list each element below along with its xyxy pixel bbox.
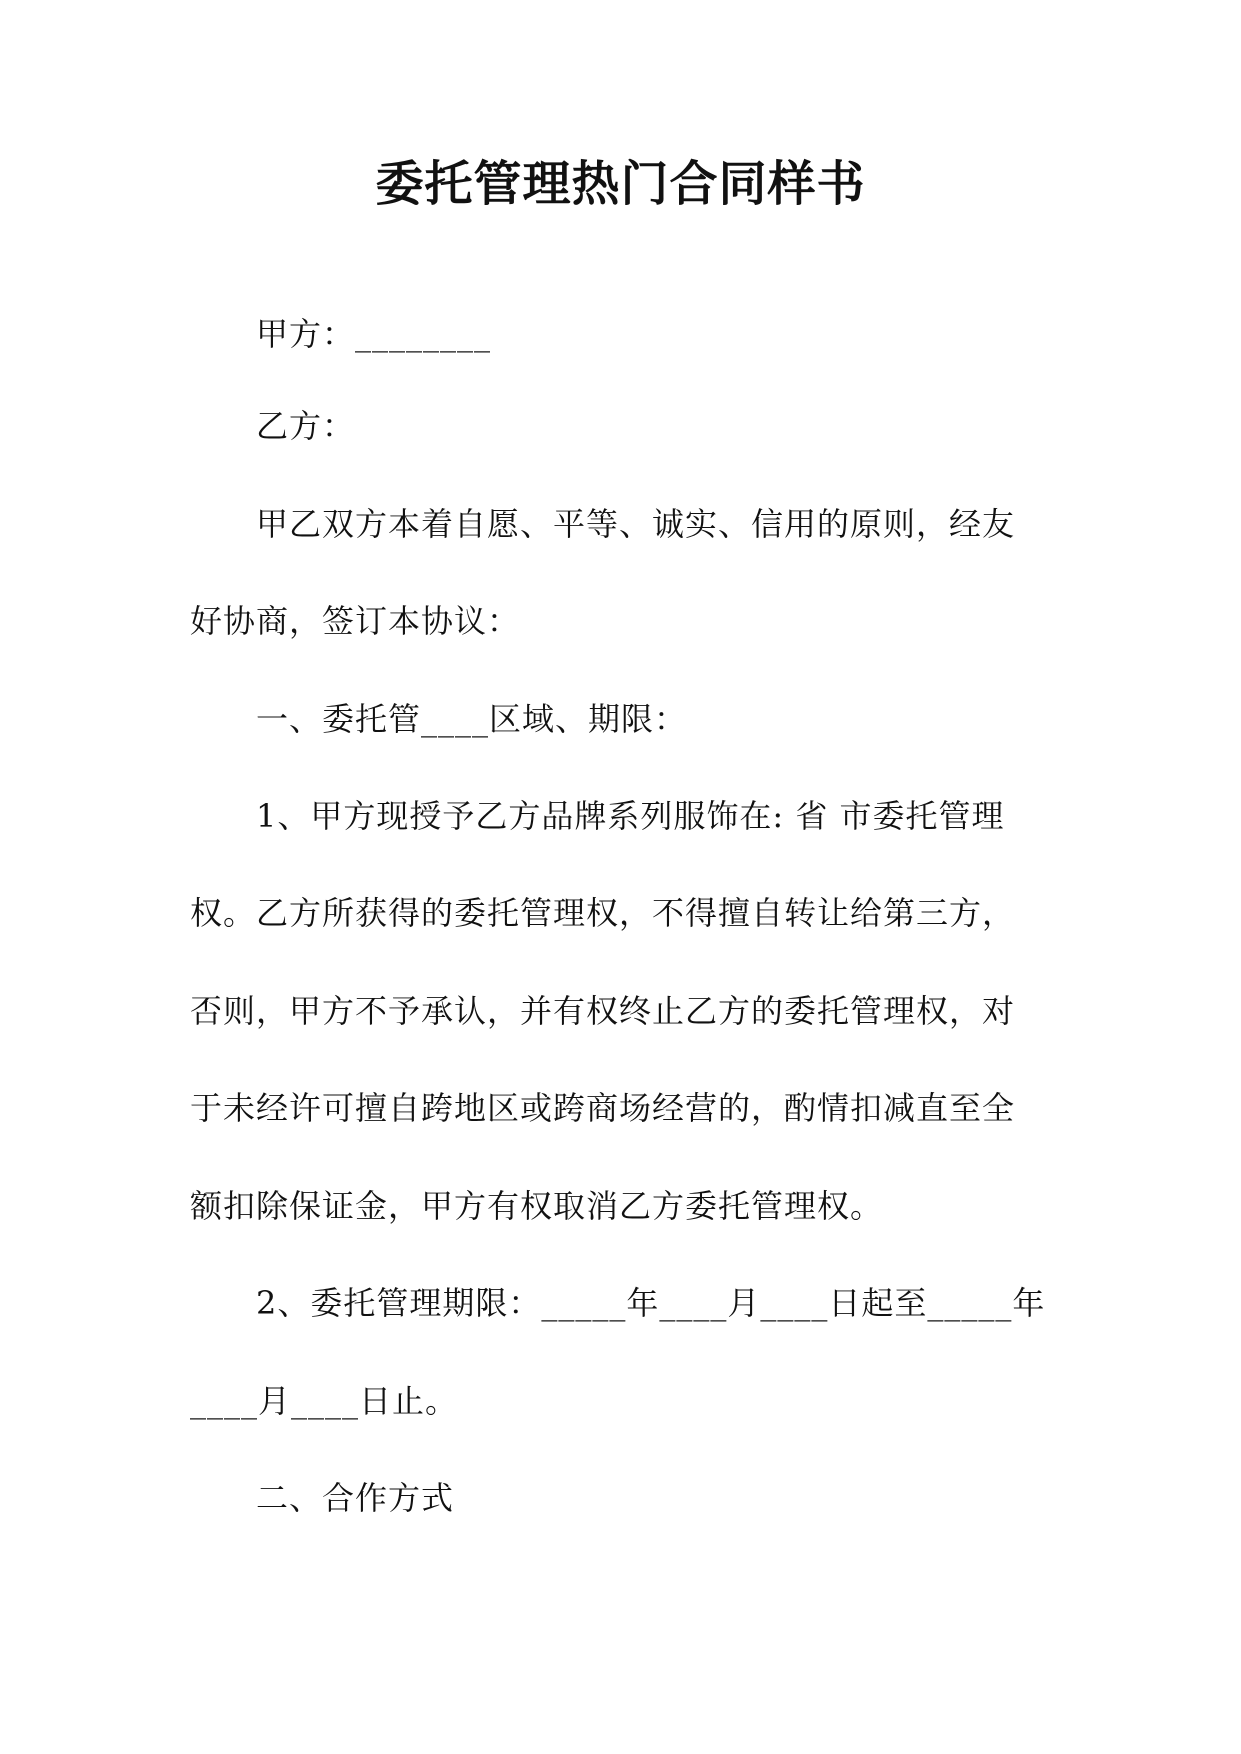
section-1-heading: 一、委托管____区域、期限：: [256, 700, 688, 738]
preamble-line-1: 甲乙双方本着自愿、平等、诚实、信用的原则，经友: [256, 505, 1016, 543]
section-2-heading: 二、合作方式: [256, 1479, 455, 1517]
clause-1-line-2: 权。乙方所获得的委托管理权，不得擅自转让给第三方，: [190, 894, 1016, 932]
preamble-line-2: 好协商，签订本协议：: [190, 602, 521, 640]
clause-2-line-2: ____月____日止。: [190, 1382, 459, 1420]
clause-1-line-5: 额扣除保证金，甲方有权取消乙方委托管理权。: [190, 1187, 884, 1225]
clause-1-line-3: 否则，甲方不予承认，并有权终止乙方的委托管理权，对: [190, 992, 1016, 1030]
clause-2-line-1: 2、委托管理期限：_____年____月____日起至_____年: [256, 1284, 1046, 1322]
party-a-line: 甲方：________: [256, 315, 492, 353]
clause-1-line-4: 于未经许可擅自跨地区或跨商场经营的，酌情扣减直至全: [190, 1089, 1016, 1127]
clause-1-line-1: 1、甲方现授予乙方品牌系列服饰在: 省 市委托管理: [256, 797, 1005, 835]
document-title: 委托管理热门合同样书: [375, 156, 866, 212]
party-b-line: 乙方：: [256, 407, 356, 445]
